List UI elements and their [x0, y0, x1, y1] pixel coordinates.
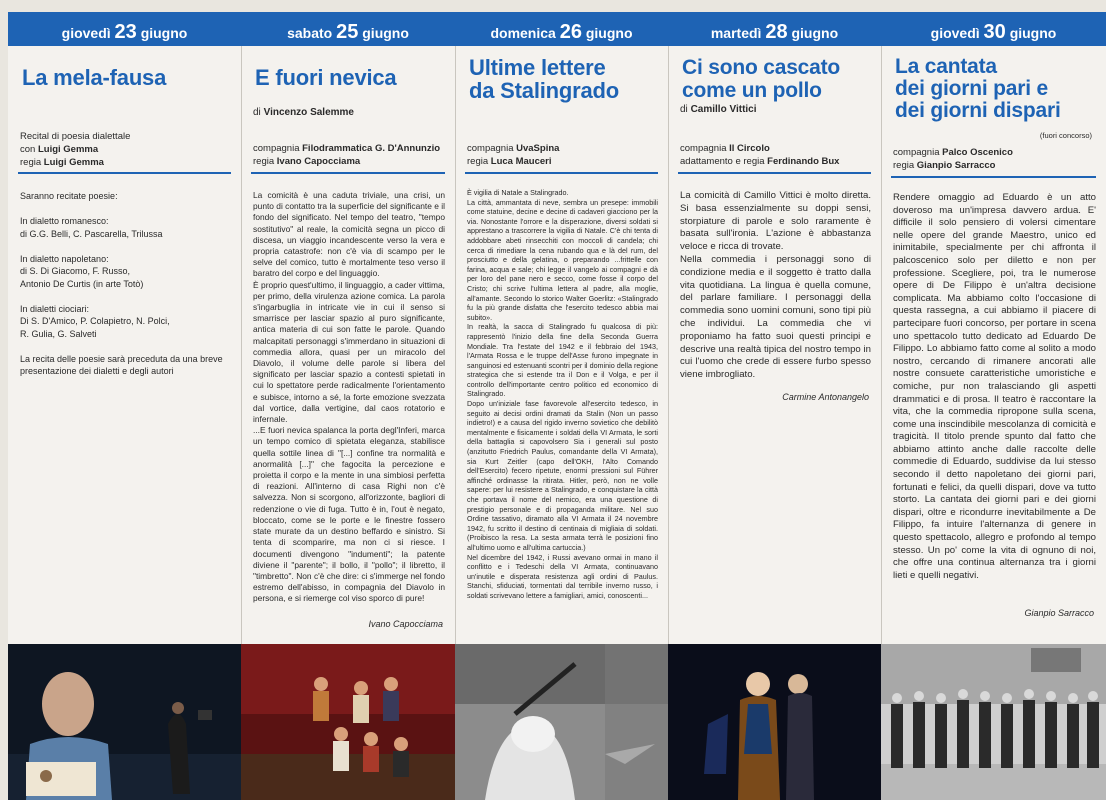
paragraph: La comicità è una caduta triviale, una crisi, un punto di contatto tra la superficie del significante e il fondo del significato. Nel tempo del teatro, "tempo sostitutivo" al reale, la comicità segna un picco di discesa, un viaggio incandescente verso la vera e propria catastrofe: non c'è via di scampo per le selve del comico, tutto è mortalmente teso verso il baratro del corpo e del linguaggio.	[253, 190, 445, 279]
director-name: Luca Mauceri	[490, 156, 552, 167]
day-number: 26	[559, 21, 582, 43]
paragraph: R. Gulia, G. Salveti	[20, 328, 97, 339]
credits	[893, 146, 1096, 172]
paragraph: In dialetto romanesco:	[20, 216, 109, 226]
paragraph: La recita delle poesie sarà preceduta da una breve presentazione dei dialetti e degli autori	[20, 353, 223, 376]
paragraph: Nel dicembre del 1942, i Russi avevano ormai in mano il conflitto e i Tedeschi della VI Armata, continuavano un'inutile e disperata resistenza agli ordini di Paulus. Stanchi, sfiduciati, tormentati dal terribile inverno russo, i soldati scrivevano lettere a famigliari, amici, conoscenti...	[467, 552, 658, 600]
weekday: martedì	[710, 25, 762, 41]
description	[680, 190, 871, 382]
day-number: 30	[983, 21, 1006, 43]
signature: Ivano Capocciama	[368, 619, 443, 629]
day-number: 28	[765, 21, 788, 43]
paragraph: La comicità di Camillo Vittici è molto diretta. Si basa essenzialmente su doppi sensi, storpiature di parole e solo raramente è basata sull'ironia. L'azione è abbastanza veloce e ricca di trovate.	[680, 190, 871, 253]
divider	[678, 172, 871, 174]
day-number: 23	[114, 21, 137, 43]
director-label: adattamento e regia	[680, 156, 765, 167]
author-prefix: di	[680, 104, 688, 115]
divider	[251, 172, 445, 174]
divider	[891, 176, 1096, 178]
paragraph: Rendere omaggio ad Eduardo è un atto doveroso ma un'impresa davvero ardua. E' difficile il solo pensiero di volersi cimentare nelle opere del grande Maestro, unico ed inimitabile, specialmente per chi affronta il palcoscenico solo per diletto e non per professione. Scegliere, poi, tra le numerose opere di De Filippo è un'altra decisione complicata. Ma abbiamo colto l'occasione di questa rassegna, a cui abbiamo il piacere di partecipare fuori concorso, per portare in scena uno spettacolo tutto dedicato ad Eduardo De Filippo. Lo abbiamo fatto come al solito a modo nostro, cercando di rimanere ancorati alle nostre consuete caratteristiche umoristiche e comiche, pur non tralasciando gli aspetti drammatici e di prosa. Il teatro è raccontare la vita, che la commedia ripropone sulla scena, come una inscindibile mescolanza di comicità e tragicità. Il titolo prende spunto dal fatto che abbiamo attinto anche dalle raccolte delle commedie di Eduardo, suddivise da lui stesso secondo il detto napoletano dei giorni pari, fortunati e felici, da quelli dispari, dove va tutto storto. La cantata dei giorni pari e dei giorni dispari, oltre e ricondurre inevitabilmente a De Filippo, fa intuire l'alternanza di genere in questo spettacolo, allegro e profondo al tempo stesso. Un po' come la vita di ognuno di noi, che offre una continua alternanza tra i giorni lieti e quelli negativi.	[893, 192, 1096, 581]
performer-name: Luigi Gemma	[37, 144, 99, 155]
company-name: Filodrammatica G. D'Annunzio	[302, 143, 441, 154]
event-column-23	[8, 12, 242, 800]
company-label: compagnia	[253, 143, 300, 154]
date-bar	[455, 12, 668, 46]
month: giugno	[791, 25, 839, 41]
photo-ci-sono-cascato	[668, 644, 881, 800]
title-line: da Stalingrado	[469, 78, 619, 103]
director-label: regia	[20, 157, 42, 168]
event-column-28	[668, 12, 882, 800]
paragraph: In dialetti ciociari:	[20, 303, 90, 314]
paragraph: ...E fuori nevica spalanca la porta degl'Inferi, marca un tempo comico di spietata eleganza, stabilisce quella sottile linea di "[...] confine tra normalità e anormalità [...]" che fagocita la percezione e proietta il corpo e la mente in una simbiosi perfetta di reazioni. All'interno di casa Righi non c'è salvezza. Non si scorgono, all'orizzonte, bagliori di redenzione o vie di fuga. Tutto è in, l'out è negato, bloccato, come se le porte e le finestre fossero state murate da un destino beffardo e sinistro. Si tenta di scomparire, ma non ci si riesce. I documenti divengono "indumenti"; la patente diviene il "parente"; il bollo, il "pollo"; il libretto, il "timbretto". Non c'è che dire: ci s'immerge nel fondo estremo dell'abisso, in compagnia del Diavolo in persona, e si riemerge col viso sporco di pure!	[253, 425, 445, 604]
month: giugno	[1009, 25, 1057, 41]
director-name: Ivano Capocciama	[276, 156, 361, 167]
company-label: compagnia	[893, 147, 940, 158]
title-line: dei giorni dispari	[895, 99, 1061, 122]
company-name: Palco Oscenico	[942, 147, 1013, 158]
credits	[253, 142, 445, 168]
date-bar	[8, 12, 241, 46]
month: giugno	[362, 25, 409, 41]
event-column-30	[881, 12, 1106, 800]
photo-stalingrado	[455, 644, 668, 800]
paragraph: In dialetto napoletano:	[20, 253, 109, 264]
month: giugno	[585, 25, 633, 41]
credits	[680, 142, 871, 168]
author-line	[680, 104, 869, 115]
date-bar	[668, 12, 881, 46]
event-column-25	[241, 12, 456, 800]
month: giugno	[140, 25, 188, 41]
programme-sheet	[8, 12, 1106, 800]
author-name: Camillo Vittici	[690, 104, 757, 115]
show-title: La mela-fausa	[22, 65, 167, 90]
divider	[465, 172, 658, 174]
credits	[20, 130, 231, 169]
paragraph: La città, ammantata di neve, sembra un presepe: immobili come statuine, decine e decine di cadaveri giacciono per la via. Nonostante l'orrore e la disperazione, diversi soldati si apprestano a trascorrere la vigilia di Natale. C'è chi tenta di addobbare abeti rinsecchiti con moccoli di candela; chi cerca di rimediare la cena rubando qua e là del rum, del prosciutto e della gelatina, o preparando ...frittelle con farina, acqua e sale; chi legge il vangelo ai compagni e dà per loro del pane nero e secco, come fosse il corpo del Cristo; chi scrive l'ultima lettera al padre, alla moglie, all'amante. Secondo lo storico Walter Goerlitz: «Stalingrado fu la più grande disfatta che l'esercito tedesco abbia mai subito».	[467, 197, 658, 322]
weekday: giovedì	[61, 25, 111, 41]
director-label: regia	[893, 160, 915, 171]
date-bar	[881, 12, 1106, 46]
company-name: UvaSpina	[516, 143, 560, 154]
title-line: Ci sono cascato	[682, 56, 841, 79]
event-column-26	[455, 12, 669, 800]
weekday: domenica	[490, 25, 556, 41]
paragraph: È vigilia di Natale a Stalingrado.	[467, 188, 569, 197]
show-title	[895, 56, 1096, 122]
director-name: Ferdinando Bux	[767, 156, 840, 167]
description	[20, 190, 231, 378]
show-title	[469, 56, 658, 102]
paragraph: Saranno recitate poesie:	[20, 191, 118, 201]
title-line: dei giorni pari e	[895, 77, 1048, 100]
director-name: Luigi Gemma	[43, 157, 104, 168]
with-label: con	[20, 144, 36, 155]
paragraph: Di S. D'Amico, P. Colapietro, N. Polci,	[20, 316, 170, 326]
weekday: giovedì	[930, 25, 980, 41]
company-label: compagnia	[467, 143, 514, 154]
paragraph: Antonio De Curtis (in arte Totò)	[20, 278, 144, 289]
director-label: regia	[253, 156, 275, 167]
title-line: Ultime lettere	[469, 55, 606, 80]
show-title: E fuori nevica	[255, 65, 397, 90]
paragraph: di G.G. Belli, C. Pascarella, Trilussa	[20, 228, 163, 239]
credits	[467, 142, 658, 168]
divider	[18, 172, 231, 174]
author-line	[253, 107, 443, 118]
description	[253, 190, 445, 605]
director-name: Gianpio Sarracco	[916, 160, 996, 171]
paragraph: In realtà, la sacca di Stalingrado fu qualcosa di più: rappresentò l'inizio della fine della Seconda Guerra Mondiale. Tra l'estate del 1942 e il febbraio del 1943, l'Armata Rossa e le truppe dell'Asse furono impegnate in sanguinosi ed estenuanti scontri per il dominio della regione strategica che si estende tra il Don e il Volga, e per il controllo dell'importante centro politico ed economico di Stalingrado.	[467, 322, 658, 399]
paragraph: Dopo un'iniziale fase favorevole all'esercito tedesco, in seguito ai decisi ordini dramati da Stalin (Non un passo indietro!) e a causa del rigido inverno sovietico che debilitò mentalmente e fisicamente i soldati della VI Armata, le sorti della battaglia si capovolsero Sia i generali sul posto (anzitutto Friedrich Paulus, comandante della VI Armata), sia Kurt Zeitler (capo dell'OKH, l'Alto Comando dell'Esercito) fecero ripetute, enormi pressioni sul Führer affinché ordinasse la ritirata. Hitler, però, non ne volle sapere: per lui resistere a Stalingrado, e conquistare la città che portava il nome del nemico, era una questione di prestigio personale e di propaganda militare. Nel suo Ordine tassativo, diramato alla VI Armata il 24 novembre 1942, fu scritto il destino di centinaia di migliaia di soldati. (Proibisco la resa. La sesta armata terrà le posizioni fino all'ultimo uomo e all'ultima cartuccia.)	[467, 399, 658, 552]
director-label: regia	[467, 156, 489, 167]
date-bar	[241, 12, 455, 46]
signature: Gianpio Sarracco	[1024, 608, 1094, 618]
day-number: 25	[336, 21, 359, 43]
description	[893, 192, 1096, 582]
recital-label: Recital di poesia dialettale	[20, 131, 131, 142]
paragraph: È proprio quest'ultimo, il linguaggio, a cader vittima, per primo, della virulenza azione comica. La parola s'ingarbuglia in intricate vie in cui il senso si smarrisce per lasciar spazio al puro significante, antica materia di cui son fatte le parole. Quando malcapitati personaggi s'immerdano in situazioni di commedia allora, quasi per un miracolo del Diavolo, il volume delle parole si libera del significato per lasciar spazio a contesti spietati in cui lo spettatore perde radicalmente l'orientamento e subisce, intorno a sé, la forte emozione svezzata dal vortice, dalla vertigine, dal caos rotatorio e infernale.	[253, 279, 445, 425]
paragraph: Nella commedia i personaggi sono di condizione media e il soggetto è tratto dalla vita quotidiana. La lingua è quella comune, del parlare familiare. I personaggi della commedia sono uomini comuni, sono tipi più che individui. La commedia che vi proponiamo ha fatto suoi questi principi e descrive una realtà tipica del nostro tempo in cui l'uomo che crede di essere furbo spesso viene imbrogliato.	[680, 253, 871, 381]
company-name: Il Circolo	[729, 143, 770, 154]
photo-recital	[8, 644, 241, 800]
author-prefix: di	[253, 107, 261, 118]
title-line: come un pollo	[682, 79, 822, 102]
note: (fuori concorso)	[1039, 131, 1092, 140]
author-name: Vincenzo Salemme	[263, 107, 354, 118]
show-title	[682, 56, 871, 102]
photo-e-fuori-nevica	[241, 644, 455, 800]
title-line: La cantata	[895, 55, 997, 78]
signature: Carmine Antonangelo	[782, 392, 869, 402]
paragraph: di S. Di Giacomo, F. Russo,	[20, 266, 131, 276]
company-label: compagnia	[680, 143, 727, 154]
description	[467, 188, 658, 601]
weekday: sabato	[287, 25, 333, 41]
photo-la-cantata	[881, 644, 1106, 800]
